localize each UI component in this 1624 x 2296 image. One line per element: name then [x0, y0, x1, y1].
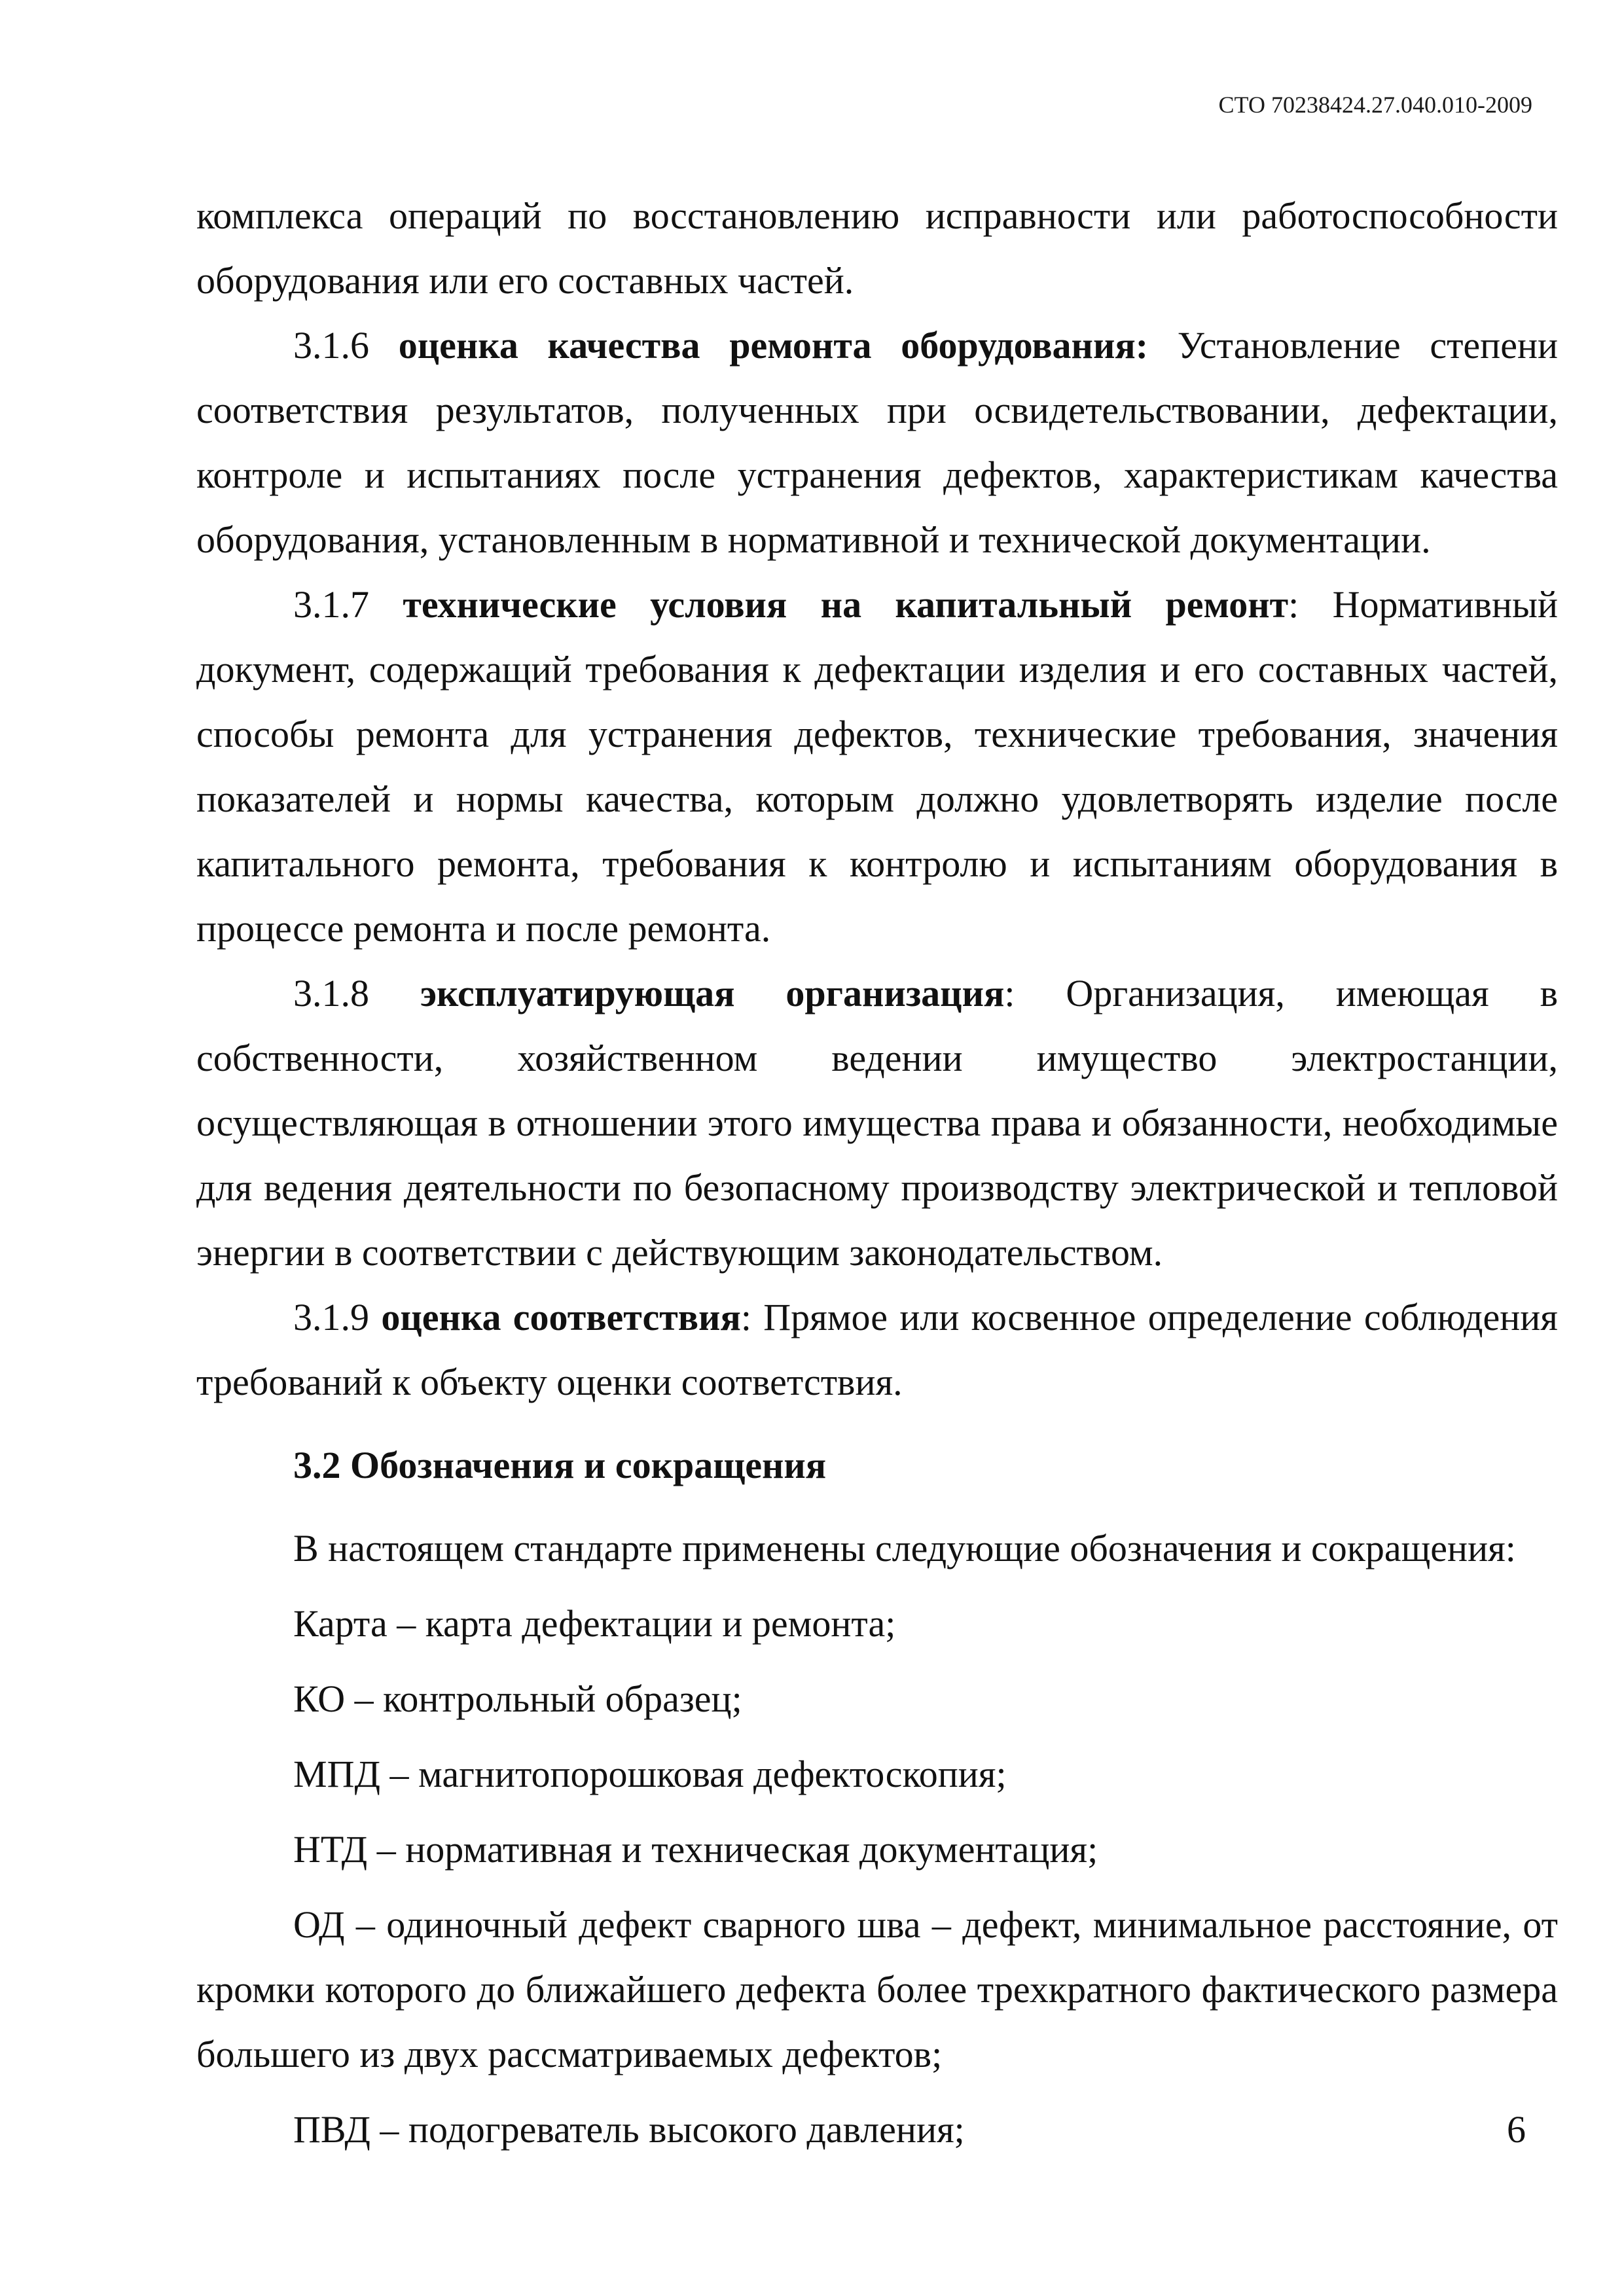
definition-3-1-8 — [196, 961, 1558, 1285]
paragraph-continuation: комплекса операций по восстановлению исправности или работоспособности оборудования или его составных частей. — [196, 194, 1558, 302]
page-number: 6 — [1507, 2108, 1526, 2151]
abbreviation-item: КО – контрольный образец; — [293, 1677, 742, 1720]
definition-3-1-7 — [196, 572, 1558, 961]
definition-number: 3.1.6 — [293, 324, 399, 367]
definition-3-1-6 — [196, 313, 1558, 572]
definition-term: эксплуатирующая организация — [420, 972, 1005, 1014]
abbreviation-item: НТД – нормативная и техническая документация; — [293, 1828, 1098, 1871]
definition-term: оценка качества ремонта оборудования: — [398, 324, 1149, 367]
document-body — [196, 183, 1558, 2172]
definition-number: 3.1.9 — [293, 1296, 382, 1338]
definition-3-1-9 — [196, 1285, 1558, 1414]
definition-text: : Нормативный документ, содержащий требования к дефектации изделия и его составных частей, способы ремонта для устранения дефектов, технические требования, значения показателей и нормы качества, которым должно удовлетворять изделие после капитального ремонта, требования к контролю и испытаниям оборудования в процессе ремонта и после ремонта. — [196, 583, 1558, 950]
section-intro: В настоящем стандарте применены следующие обозначения и сокращения: — [293, 1527, 1516, 1570]
definition-text: : Организация, имеющая в собственности, хозяйственном ведении имущество электростанции, осуществляющая в отношении этого имущества права и обязанности, необходимые для ведения деятельности по безопасному производству электрической и тепловой энергии в соответствии с действующим законодательством. — [196, 972, 1558, 1274]
definition-term: технические условия на капитальный ремонт — [403, 583, 1289, 626]
definition-number: 3.1.7 — [293, 583, 403, 626]
abbreviation-item: МПД – магнитопорошковая дефектоскопия; — [293, 1753, 1007, 1795]
definition-text: Установление степени соответствия результатов, полученных при освидетельствовании, дефектации, контроле и испытаниях после устранения дефектов, характеристикам качества оборудования, установленным в нормативной и технической документации. — [196, 324, 1559, 561]
abbreviation-item: ОД – одиночный дефект сварного шва – дефект, минимальное расстояние, от кромки которого до ближайшего дефекта более трехкратного фактического размера большего из двух рассматриваемых дефектов; — [196, 1903, 1558, 2075]
section-heading: 3.2 Обозначения и сокращения — [293, 1444, 827, 1486]
definition-number: 3.1.8 — [293, 972, 420, 1014]
document-code-header: СТО 70238424.27.040.010-2009 — [1218, 92, 1532, 118]
definition-term: оценка соответствия — [381, 1296, 741, 1338]
definition-text: : Прямое или косвенное определение соблюдения требований к объекту оценки соответствия. — [196, 1296, 1558, 1403]
abbreviation-item: ПВД – подогреватель высокого давления; — [293, 2108, 965, 2151]
abbreviation-item: Карта – карта дефектации и ремонта; — [293, 1602, 896, 1645]
